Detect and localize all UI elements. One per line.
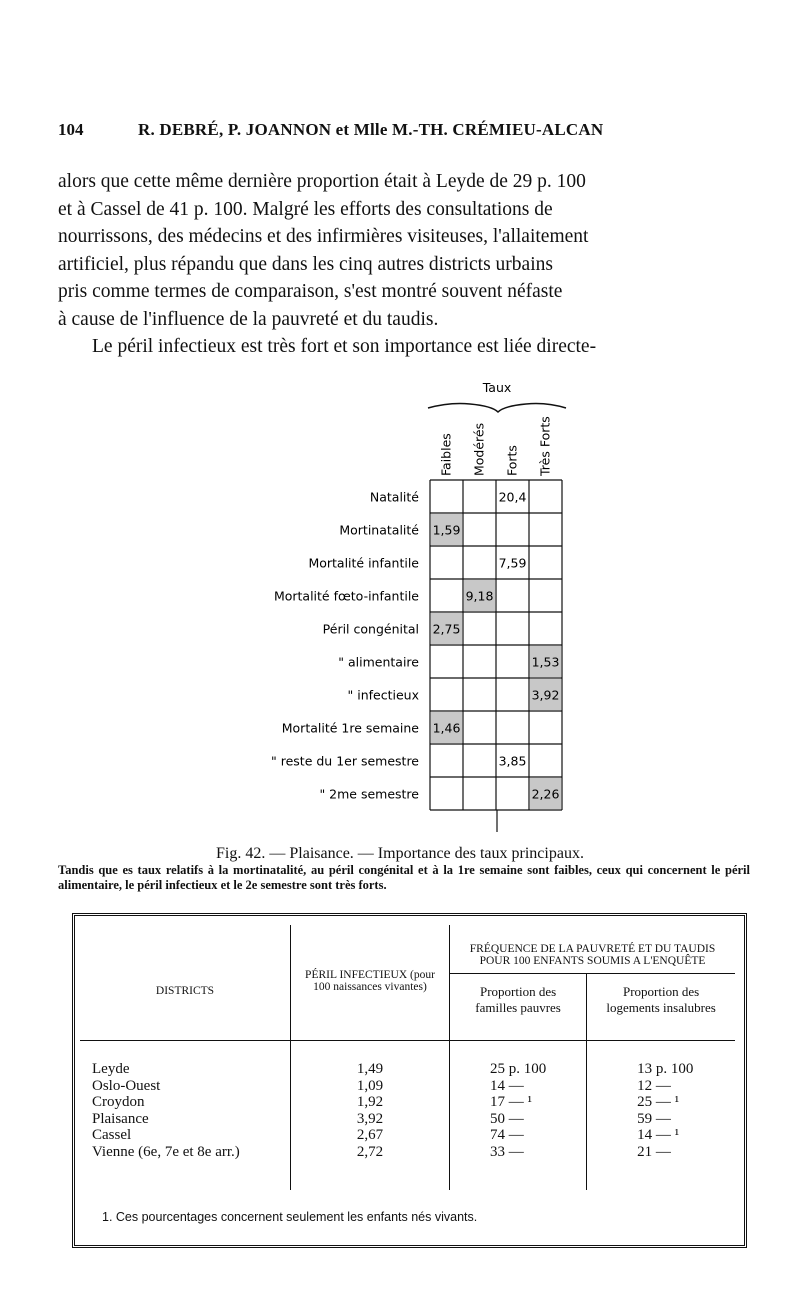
figure-caption: Fig. 42. — Plaisance. — Importance des taux principaux. (216, 845, 584, 862)
row-label: Mortinatalité (339, 522, 419, 538)
body-line: nourrissons, des médecins et des infirmières visiteuses, l'allaitement (58, 226, 589, 247)
body-line: alors que cette même dernière proportion était à Leyde de 29 p. 100 (58, 171, 586, 192)
cell-district: Oslo-Ouest (80, 1078, 291, 1095)
row-label: Mortalité 1re semaine (281, 720, 419, 736)
cell-logements: 59 — (637, 1110, 671, 1127)
cell-logements: 14 — ¹ (637, 1127, 680, 1143)
authors-header: R. DEBRÉ, P. JOANNON et Mlle M.-TH. CRÉMIEU-ALCAN (138, 120, 604, 139)
cell-logements: 21 — (637, 1143, 671, 1160)
cell-familles: 14 — (450, 1078, 587, 1095)
cell-logements: 25 — ¹ (637, 1094, 680, 1110)
value-label: 20,4 (498, 489, 527, 505)
value-label: 7,59 (498, 555, 527, 571)
body-line: et à Cassel de 41 p. 100. Malgré les efforts des consultations de (58, 198, 553, 220)
cell-peril: 2,67 (291, 1127, 450, 1144)
table-footnote: 1. Ces pourcentages concernent seulement les enfants nés vivants. (102, 1210, 478, 1224)
cell-familles: 50 — (450, 1111, 587, 1128)
table-row (80, 1094, 735, 1111)
body-line: artificiel, plus répandu que dans les cinq autres districts urbains (58, 253, 553, 275)
cell-logements: 13 p. 100 (637, 1061, 694, 1077)
districts-table (80, 925, 735, 1190)
cell-district: Croydon (80, 1094, 291, 1111)
cell-peril: 1,92 (291, 1094, 450, 1111)
table-row (80, 1078, 735, 1095)
row-label: " alimentaire (338, 654, 419, 670)
column-header: Faibles (438, 433, 454, 476)
row-label: " 2me semestre (319, 786, 419, 802)
cell-district: Plaisance (80, 1111, 291, 1128)
table-row (80, 1111, 735, 1128)
column-header: Très Forts (537, 416, 553, 476)
body-line: à cause de l'influence de la pauvreté et du taudis. (58, 308, 439, 330)
group-label: Taux (482, 380, 512, 395)
table-row (80, 1041, 735, 1078)
table-row (80, 1127, 735, 1144)
value-label: 9,18 (465, 588, 494, 604)
cell-familles: 74 — (450, 1127, 587, 1144)
value-label: 2,75 (432, 621, 461, 637)
col-districts: DISTRICTS (80, 925, 291, 1041)
body-last-line: Le péril infectieux est très fort et son importance est liée directe- (92, 336, 597, 357)
cell-district: Vienne (6e, 7e et 8e arr.) (80, 1144, 291, 1191)
value-label: 3,92 (531, 687, 560, 703)
cell-familles: 33 — (450, 1144, 587, 1191)
cell-familles: 25 p. 100 (450, 1041, 587, 1078)
cell-familles: 17 — ¹ (450, 1094, 587, 1111)
cell-peril: 1,49 (291, 1041, 450, 1078)
cell-peril: 2,72 (291, 1144, 450, 1191)
row-label: " reste du 1er semestre (271, 753, 419, 769)
cell-district: Cassel (80, 1127, 291, 1144)
row-label: Natalité (369, 489, 419, 505)
col-familles: Proportion des familles pauvres (450, 974, 587, 1041)
figure-note: Tandis que es taux relatifs à la mortinatalité, au péril congénital et à la 1re semaine sont faibles, ceux qui concernent le péril alimentaire, le péril infectieux et le 2e semestre sont très forts. (58, 863, 750, 892)
col-group: FRÉQUENCE DE LA PAUVRETÉ ET DU TAUDIS POUR 100 ENFANTS SOUMIS A L'ENQUÊTE (450, 925, 736, 974)
value-label: 2,26 (531, 786, 560, 802)
row-label: Mortalité fœto-infantile (273, 588, 419, 604)
value-label: 3,85 (498, 753, 527, 769)
column-header: Modérés (471, 422, 487, 476)
value-label: 1,53 (531, 654, 560, 670)
cell-peril: 1,09 (291, 1078, 450, 1095)
page-number: 104 (58, 120, 84, 139)
cell-logements: 12 — (637, 1077, 671, 1094)
cell-peril: 3,92 (291, 1111, 450, 1128)
col-logements: Proportion des logements insalubres (606, 984, 716, 1015)
row-label: Péril congénital (322, 621, 419, 637)
column-header: Forts (504, 445, 520, 476)
value-label: 1,59 (432, 522, 461, 538)
col-peril: PÉRIL INFECTIEUX (pour 100 naissances vivantes) (291, 925, 450, 1041)
table-row (80, 1144, 735, 1191)
group-brace (428, 404, 566, 413)
row-label: " infectieux (347, 687, 419, 703)
body-line: pris comme termes de comparaison, s'est montré souvent néfaste (58, 281, 563, 302)
value-label: 1,46 (432, 720, 461, 736)
row-label: Mortalité infantile (308, 555, 419, 571)
cell-district: Leyde (80, 1041, 291, 1078)
